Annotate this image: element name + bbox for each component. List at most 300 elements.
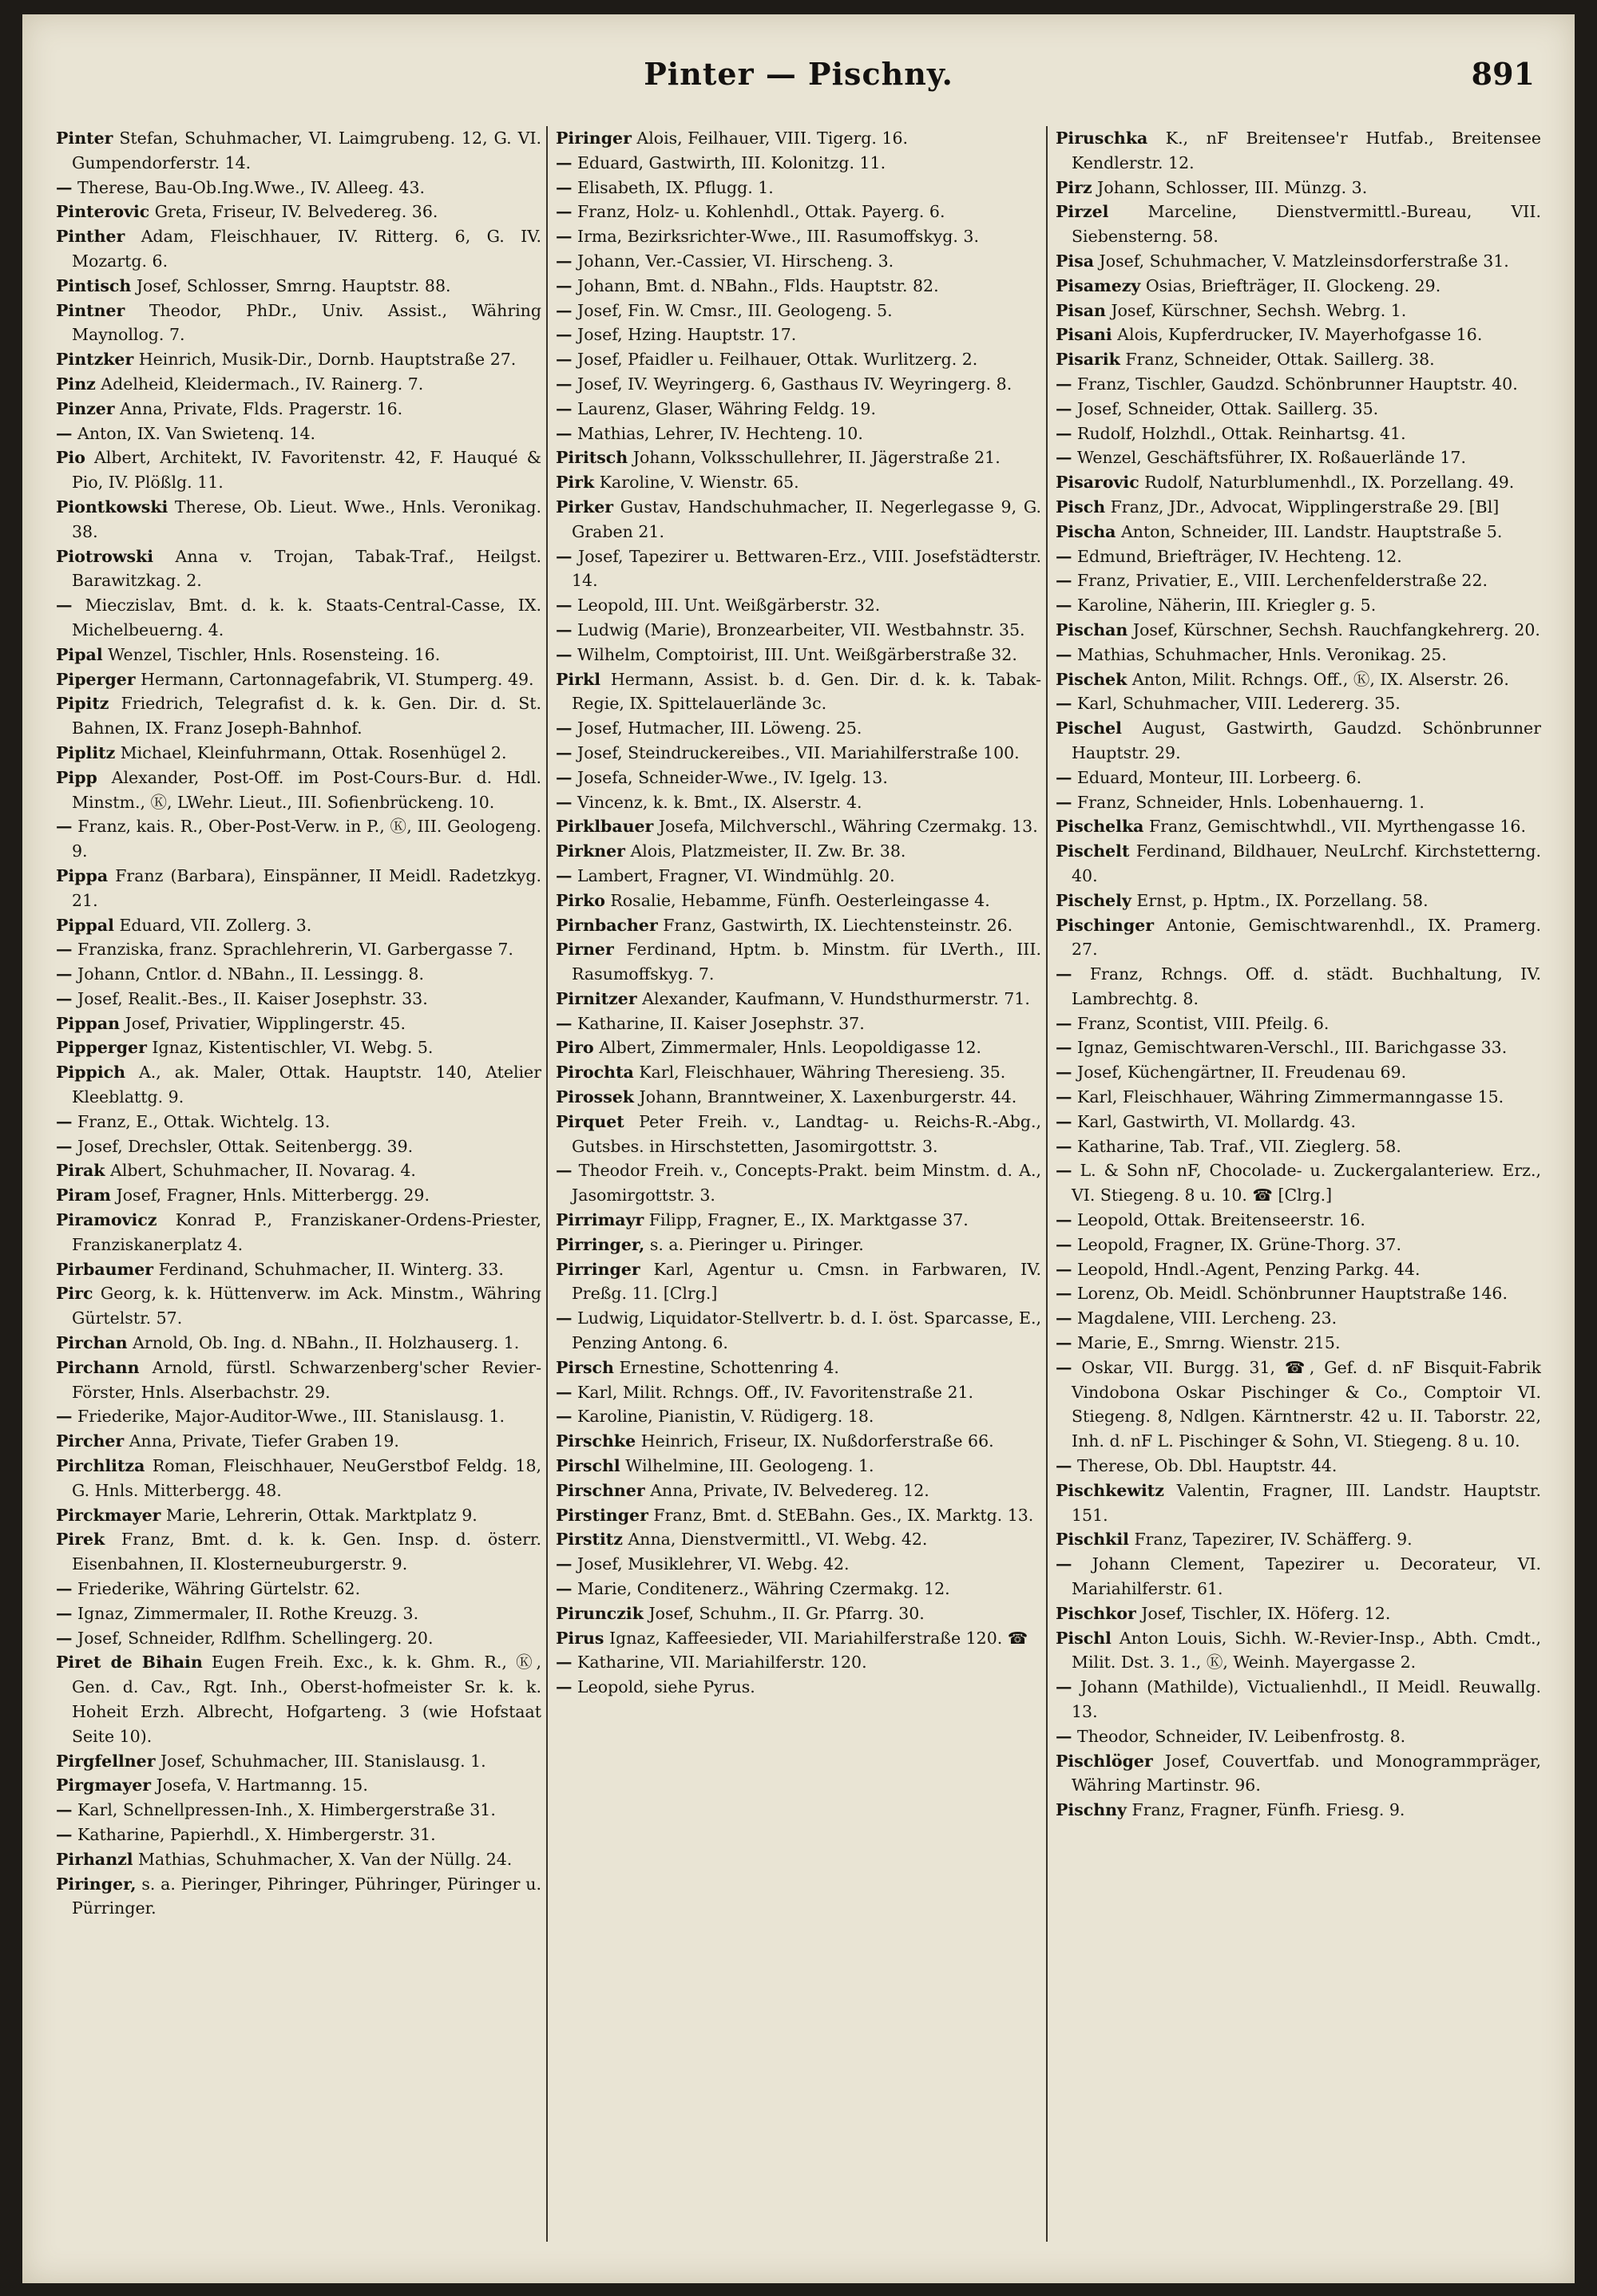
entry-name: Pinz	[56, 374, 96, 394]
entry-details: Josef, Kürschner, Sechsh. Webrg. 1.	[1105, 300, 1407, 320]
directory-entry	[556, 937, 1041, 987]
entry-name: —	[56, 817, 73, 837]
entry-details: Therese, Bau-Ob.Ing.Wwe., IV. Alleeg. 43.	[72, 177, 426, 197]
directory-entry	[56, 1134, 541, 1159]
entry-details: Josef, Steindruckereibes., VII. Mariahilferstraße 100.	[572, 742, 1020, 762]
directory-entry	[56, 987, 541, 1011]
entry-name: —	[1056, 644, 1072, 664]
entry-details: Ludwig, Liquidator-Stellvertr. b. d. I. öst. Sparcasse, E., Penzing Antong. 6.	[572, 1308, 1041, 1353]
entry-details: Karl, Fleischhauer, Währing Theresieng. 35.	[633, 1063, 1006, 1083]
entry-name: Pischkor	[1056, 1603, 1136, 1623]
directory-entry	[1056, 790, 1541, 815]
directory-entry	[56, 1773, 541, 1798]
entry-details: Ignaz, Kistentischler, VI. Webg. 5.	[146, 1038, 434, 1058]
entry-name: —	[1056, 1308, 1072, 1328]
entry-details: Alois, Feilhauer, VIII. Tigerg. 16.	[631, 129, 909, 148]
directory-entry	[56, 299, 541, 348]
directory-entry	[56, 200, 541, 224]
entry-details: L. & Sohn nF, Chocolade- u. Zuckergalanteriew. Erz., VI. Stiegeng. 8 u. 10. ☎ [Clrg.]	[1072, 1161, 1541, 1205]
directory-entry	[1056, 422, 1541, 446]
directory-entry	[56, 1110, 541, 1134]
entry-details: Karl, Gastwirth, VI. Mollardg. 43.	[1072, 1111, 1356, 1131]
entry-details: K., nF Breitensee'r Hutfab., Breitensee Kendlerstr. 12.	[1072, 129, 1541, 172]
directory-entry	[1056, 1356, 1541, 1454]
directory-entry	[56, 1158, 541, 1183]
entry-details: Mathias, Schuhmacher, Hnls. Veronikag. 25.	[1072, 644, 1447, 664]
entry-name: Piotrowski	[56, 546, 153, 566]
entry-name: Pipperger	[56, 1038, 147, 1058]
directory-entry	[1056, 766, 1541, 790]
entry-details: Konrad P., Franziskaner-Ordens-Priester, Franziskanerplatz 4.	[72, 1210, 541, 1254]
entry-details: Katharine, II. Kaiser Josephstr. 37.	[572, 1013, 865, 1033]
entry-name: Pippan	[56, 1013, 121, 1033]
directory-entry	[1056, 445, 1541, 470]
entry-name: —	[556, 325, 573, 345]
entry-details: Johann, Schlosser, III. Münzg. 3.	[1092, 177, 1368, 197]
entry-details: Franz, JDr., Advocat, Wipplingerstraße 29. [Bl]	[1105, 497, 1500, 517]
directory-entry	[1056, 495, 1541, 520]
entry-details: Rudolf, Naturblumenhdl., IX. Porzellang. 49.	[1139, 473, 1515, 493]
entry-details: Eduard, Gastwirth, III. Kolonitzg. 11.	[572, 152, 886, 172]
entry-name: —	[556, 792, 573, 812]
directory-entry	[556, 864, 1041, 889]
entry-details: Adelheid, Kleidermach., IV. Rainerg. 7.	[95, 374, 424, 394]
directory-entry	[1056, 1257, 1541, 1282]
entry-details: Ernestine, Schottenring 4.	[613, 1357, 839, 1377]
entry-details: Josef, Tapezirer u. Bettwaren-Erz., VIII. Josefstädterstr. 14.	[572, 546, 1041, 591]
entry-name: Pirschke	[556, 1431, 636, 1451]
entry-name: Pippich	[56, 1063, 126, 1083]
directory-entry	[556, 1380, 1041, 1405]
entry-details: Albert, Architekt, IV. Favoritenstr. 42, F. Hauqué & Pio, IV. Plößlg. 11.	[72, 448, 541, 493]
entry-name: Pirklbauer	[556, 817, 654, 837]
directory-entry	[1056, 667, 1541, 692]
entry-details: Josef, Küchengärtner, II. Freudenau 69.	[1072, 1063, 1407, 1083]
directory-entry	[56, 1429, 541, 1454]
entry-details: Heinrich, Friseur, IX. Nußdorferstraße 66.	[636, 1431, 994, 1451]
entry-name: Pintner	[56, 300, 125, 320]
entry-details: Rudolf, Holzhdl., Ottak. Reinhartsg. 41.	[1072, 423, 1406, 443]
entry-name: Piro	[556, 1038, 594, 1058]
entry-details: Franz, Tischler, Gaudzd. Schönbrunner Hauptstr. 40.	[1072, 374, 1518, 394]
directory-entry	[556, 1626, 1041, 1651]
entry-details: Albert, Zimmermaler, Hnls. Leopoldigasse 12.	[593, 1038, 982, 1058]
entry-name: Piontkowski	[56, 497, 168, 517]
entry-details: Ferdinand, Hptm. b. Minstm. für LVerth., III. Rasumoffskyg. 7.	[572, 940, 1041, 984]
entry-name: Pisch	[1056, 497, 1106, 517]
entry-name: —	[1056, 1087, 1072, 1107]
directory-entry	[1056, 1306, 1541, 1331]
directory-entry	[1056, 323, 1541, 347]
directory-entry	[1056, 1527, 1541, 1552]
directory-entry	[56, 224, 541, 274]
directory-entry	[556, 593, 1041, 618]
directory-entry	[1056, 889, 1541, 913]
entry-name: Pischa	[1056, 521, 1116, 541]
directory-entry	[556, 1306, 1041, 1356]
entry-details: Ferdinand, Bildhauer, NeuLrchf. Kirchstetterng. 40.	[1072, 841, 1541, 885]
directory-entry	[556, 1257, 1041, 1307]
entry-details: Johann Clement, Tapezirer u. Decorateur, VI. Mariahilferstr. 61.	[1072, 1554, 1541, 1599]
directory-entry	[1056, 1134, 1541, 1159]
entry-name: —	[1056, 571, 1072, 591]
entry-name: —	[1056, 1259, 1072, 1279]
entry-name: —	[556, 865, 573, 885]
entry-name: Pirzel	[1056, 202, 1109, 222]
entry-details: Marie, E., Smrng. Wienstr. 215.	[1072, 1333, 1341, 1353]
directory-entry	[556, 274, 1041, 299]
entry-details: Franz, Rchngs. Off. d. städt. Buchhaltung, IV. Lambrechtg. 8.	[1072, 964, 1541, 1008]
entry-details: Johann (Mathilde), Victualienhdl., II Meidl. Reuwallg. 13.	[1072, 1677, 1541, 1721]
entry-details: Franz, Bmt. d. k. k. Gen. Insp. d. österr. Eisenbahnen, II. Klosterneuburgerstr. 9.	[72, 1530, 541, 1574]
directory-entry	[1056, 568, 1541, 593]
entry-details: Adam, Fleischhauer, IV. Ritterg. 6, G. IV. Mozartg. 6.	[72, 227, 541, 271]
entry-details: Friedrich, Telegrafist d. k. k. Gen. Dir. d. St. Bahnen, IX. Franz Joseph-Bahnhof.	[72, 694, 541, 738]
entry-name: —	[556, 1554, 573, 1574]
entry-details: Josef, Schuhmacher, V. Matzleinsdorferstraße 31.	[1094, 251, 1509, 271]
directory-entry	[556, 1527, 1041, 1552]
entry-details: Hermann, Cartonnagefabrik, VI. Stumperg. 49.	[135, 669, 534, 689]
directory-entry	[556, 544, 1041, 594]
entry-details: Franz (Barbara), Einspänner, II Meidl. Radetzkyg. 21.	[72, 865, 541, 910]
directory-entry	[1056, 200, 1541, 249]
directory-entry	[1056, 593, 1541, 618]
entry-name: Pischel	[1056, 718, 1122, 738]
entry-name: —	[1056, 1357, 1072, 1377]
entry-name: —	[556, 546, 573, 566]
entry-name: —	[556, 718, 573, 738]
entry-name: Piramovicz	[56, 1210, 157, 1230]
directory-entry	[1056, 1454, 1541, 1479]
entry-name: —	[556, 620, 573, 639]
entry-name: Pirus	[556, 1628, 604, 1648]
directory-entry	[56, 1749, 541, 1774]
entry-name: Pintisch	[56, 275, 132, 295]
entry-details: Therese, Ob. Lieut. Wwe., Hnls. Veronikag. 38.	[72, 497, 541, 541]
entry-details: Ignaz, Zimmermaler, II. Rothe Kreuzg. 3.	[72, 1603, 419, 1623]
entry-name: —	[56, 1111, 73, 1131]
entry-details: Ernst, p. Hptm., IX. Porzellang. 58.	[1131, 890, 1429, 910]
entry-details: Josef, Schuhmacher, III. Stanislausg. 1.	[155, 1751, 486, 1771]
directory-entry	[56, 667, 541, 692]
entry-name: Pirquet	[556, 1111, 624, 1131]
entry-name: Pischkil	[1056, 1530, 1129, 1550]
column-divider	[546, 126, 548, 2242]
directory-entry	[1056, 1035, 1541, 1060]
entry-name: Pirringer	[556, 1259, 640, 1279]
entry-name: —	[1056, 1456, 1072, 1476]
directory-entry	[1056, 176, 1541, 200]
directory-entry	[56, 1183, 541, 1208]
directory-entry	[56, 864, 541, 913]
entry-name: —	[556, 227, 573, 247]
directory-entry	[556, 1011, 1041, 1036]
entry-details: Therese, Ob. Dbl. Hauptstr. 44.	[1072, 1456, 1337, 1476]
entry-name: Pirsch	[556, 1357, 614, 1377]
directory-entry	[56, 274, 541, 299]
entry-name: —	[1056, 767, 1072, 787]
directory-entry	[556, 1454, 1041, 1479]
directory-entry	[56, 1601, 541, 1626]
page-number: 891	[1471, 56, 1535, 92]
directory-entry	[1056, 470, 1541, 495]
directory-entry	[56, 691, 541, 741]
directory-entry	[56, 1847, 541, 1872]
entry-name: Pisan	[1056, 300, 1106, 320]
directory-entry	[556, 372, 1041, 397]
directory-entry	[1056, 643, 1541, 667]
entry-details: Ludwig (Marie), Bronzearbeiter, VII. Westbahnstr. 35.	[572, 620, 1025, 639]
entry-name: Pinterovic	[56, 202, 150, 222]
entry-name: —	[556, 275, 573, 295]
entry-name: —	[56, 596, 73, 616]
entry-name: —	[1056, 1210, 1072, 1230]
entry-details: Rosalie, Hebamme, Fünfh. Oesterleingasse 4.	[604, 890, 990, 910]
directory-entry	[1056, 913, 1541, 963]
entry-details: Greta, Friseur, IV. Belvedereg. 36.	[149, 202, 438, 222]
directory-entry	[556, 1552, 1041, 1577]
entry-details: Wilhelm, Comptoirist, III. Unt. Weißgärberstraße 32.	[572, 644, 1017, 664]
entry-details: Franz, Gastwirth, IX. Liechtensteinstr. 26.	[657, 915, 1013, 935]
directory-entry	[556, 1208, 1041, 1233]
directory-entry	[1056, 716, 1541, 766]
entry-details: Karoline, V. Wienstr. 65.	[594, 473, 799, 493]
entry-details: Ignaz, Gemischtwaren-Verschl., III. Barichgasse 33.	[1072, 1038, 1508, 1058]
directory-entry	[556, 1233, 1041, 1257]
directory-entry	[56, 397, 541, 422]
entry-name: Pisarik	[1056, 350, 1120, 370]
entry-name: Pirc	[56, 1284, 93, 1304]
entry-name: —	[1056, 398, 1072, 418]
entry-name: —	[556, 1382, 573, 1402]
entry-name: —	[1056, 1284, 1072, 1304]
entry-details: Josef, Schlosser, Smrng. Hauptstr. 88.	[131, 275, 451, 295]
directory-entry	[56, 1257, 541, 1282]
entry-name: —	[556, 742, 573, 762]
entry-details: Stefan, Schuhmacher, VI. Laimgrubeng. 12, G. VI. Gumpendorferstr. 14.	[72, 129, 541, 172]
directory-entry	[1056, 372, 1541, 397]
entry-details: Katharine, Papierhdl., X. Himbergerstr. 31.	[72, 1824, 436, 1844]
entry-details: Marceline, Dienstvermittl.-Bureau, VII. Siebensterng. 58.	[1072, 202, 1541, 247]
entry-name: —	[556, 1013, 573, 1033]
entry-details: Georg, k. k. Hüttenverw. im Ack. Minstm., Währing Gürtelstr. 57.	[72, 1284, 541, 1328]
directory-entry	[556, 643, 1041, 667]
directory-entry	[1056, 1749, 1541, 1799]
entry-details: Anton, Schneider, III. Landstr. Hauptstraße 5.	[1116, 521, 1503, 541]
entry-details: Wenzel, Geschäftsführer, IX. Roßauerlände 17.	[1072, 448, 1466, 468]
entry-name: Pirkl	[556, 669, 600, 689]
entry-name: Pirschner	[556, 1480, 645, 1500]
directory-entry	[556, 1601, 1041, 1626]
directory-entry	[556, 716, 1041, 741]
directory-entry	[56, 1872, 541, 1922]
directory-entry	[56, 643, 541, 667]
entry-name: —	[56, 1136, 73, 1156]
directory-entry	[1056, 299, 1541, 323]
entry-name: —	[1056, 1161, 1072, 1181]
directory-entry	[556, 987, 1041, 1011]
entry-name: Pirner	[556, 940, 614, 960]
entry-name: Pisarovic	[1056, 473, 1139, 493]
entry-name: Pischlöger	[1056, 1751, 1153, 1771]
entry-name: Pirbaumer	[56, 1259, 154, 1279]
directory-entry	[56, 1798, 541, 1823]
entry-name: —	[556, 596, 573, 616]
entry-details: Johann, Ver.-Cassier, VI. Hirscheng. 3.	[572, 251, 894, 271]
entry-name: —	[1056, 546, 1072, 566]
entry-name: —	[56, 1579, 73, 1599]
entry-name: —	[56, 1407, 73, 1427]
directory-entry	[56, 766, 541, 815]
entry-details: Osias, Briefträger, II. Glockeng. 29.	[1140, 275, 1441, 295]
entry-name: —	[1056, 374, 1072, 394]
directory-entry	[1056, 1011, 1541, 1036]
entry-details: Friederike, Währing Gürtelstr. 62.	[72, 1579, 361, 1599]
directory-entry	[56, 1356, 541, 1405]
entry-details: Josef, Musiklehrer, VI. Webg. 42.	[572, 1554, 850, 1574]
entry-name: Pirstitz	[556, 1530, 623, 1550]
directory-entry	[556, 397, 1041, 422]
entry-details: Peter Freih. v., Landtag- u. Reichs-R.-Abg., Gutsbes. in Hirschstetten, Jasomirgottstr. 3.	[572, 1111, 1041, 1156]
entry-name: —	[556, 423, 573, 443]
entry-name: Pischan	[1056, 620, 1128, 639]
entry-details: Theodor Freih. v., Concepts-Prakt. beim Minstm. d. A., Jasomirgottstr. 3.	[572, 1161, 1041, 1205]
directory-entry	[56, 1404, 541, 1429]
entry-name: —	[1056, 1038, 1072, 1058]
directory-entry	[1056, 1331, 1541, 1356]
entry-name: Pippal	[56, 915, 114, 935]
entry-details: Josef, Fragner, Hnls. Mitterbergg. 29.	[110, 1186, 430, 1205]
directory-page	[22, 14, 1575, 2283]
entry-details: Leopold, Hndl.-Agent, Penzing Parkg. 44.	[1072, 1259, 1421, 1279]
directory-entry	[556, 347, 1041, 372]
entry-details: Magdalene, VIII. Lercheng. 23.	[1072, 1308, 1337, 1328]
directory-entry	[556, 495, 1041, 544]
entry-name: Pirek	[56, 1530, 105, 1550]
entry-details: Mathias, Lehrer, IV. Hechteng. 10.	[572, 423, 863, 443]
directory-entry	[1056, 249, 1541, 274]
directory-entry	[1056, 814, 1541, 839]
entry-name: —	[556, 1653, 573, 1673]
entry-name: —	[556, 202, 573, 222]
entry-details: Franz, Privatier, E., VIII. Lerchenfelderstraße 22.	[1072, 571, 1488, 591]
entry-name: Pirkner	[556, 841, 625, 861]
running-title: Pinter — Pischny.	[644, 56, 953, 92]
entry-details: Josefa, Milchverschl., Währing Czermakg. 13.	[653, 817, 1038, 837]
entry-name: Pischely	[1056, 890, 1131, 910]
entry-details: Anna, Dienstvermittl., VI. Webg. 42.	[622, 1530, 928, 1550]
directory-entry	[56, 1281, 541, 1331]
directory-entry	[1056, 544, 1541, 569]
entry-name: Pirk	[556, 473, 595, 493]
entry-name: —	[556, 152, 573, 172]
directory-entry	[556, 1060, 1041, 1085]
entry-details: Hermann, Assist. b. d. Gen. Dir. d. k. k. Tabak-Regie, IX. Spittelauerlände 3c.	[572, 669, 1041, 714]
directory-entry	[556, 1429, 1041, 1454]
entry-details: Roman, Fleischhauer, NeuGerstbof Feldg. 18, G. Hnls. Mitterbergg. 48.	[72, 1456, 541, 1500]
entry-details: Franz, E., Ottak. Wichtelg. 13.	[72, 1111, 331, 1131]
entry-details: Katharine, VII. Mariahilferstr. 120.	[572, 1653, 867, 1673]
entry-details: Theodor, Schneider, IV. Leibenfrostg. 8.	[1072, 1726, 1406, 1746]
directory-entry	[556, 790, 1041, 815]
entry-details: Anton Louis, Sichh. W.-Revier-Insp., Abth. Cmdt., Milit. Dst. 3. 1., Ⓚ, Weinh. Mayergasse 2.	[1072, 1628, 1541, 1673]
entry-details: Anton, Milit. Rchngs. Off., Ⓚ, IX. Alserstr. 26.	[1127, 669, 1509, 689]
entry-name: —	[56, 1628, 73, 1648]
entry-details: Karl, Schuhmacher, VIII. Ledererg. 35.	[1072, 694, 1401, 714]
entry-name: Piplitz	[56, 742, 116, 762]
directory-entry	[556, 249, 1041, 274]
entry-name: —	[556, 1407, 573, 1427]
entry-name: Pirker	[556, 497, 614, 517]
entry-details: Leopold, Fragner, IX. Grüne-Thorg. 37.	[1072, 1234, 1401, 1254]
entry-details: Edmund, Briefträger, IV. Hechteng. 12.	[1072, 546, 1402, 566]
directory-entry	[56, 1011, 541, 1036]
entry-name: Pintzker	[56, 350, 134, 370]
entry-details: Arnold, Ob. Ing. d. NBahn., II. Holzhauserg. 1.	[127, 1333, 520, 1353]
directory-entry	[1056, 126, 1541, 176]
entry-details: Arnold, fürstl. Schwarzenberg'scher Revier-Förster, Hnls. Alserbachstr. 29.	[72, 1357, 541, 1402]
entry-details: Franziska, franz. Sprachlehrerin, VI. Garbergasse 7.	[72, 940, 513, 960]
entry-details: Michael, Kleinfuhrmann, Ottak. Rosenhügel 2.	[115, 742, 507, 762]
entry-name: —	[556, 350, 573, 370]
entry-name: Pisa	[1056, 251, 1095, 271]
entry-details: Franz, Fragner, Fünfh. Friesg. 9.	[1126, 1800, 1405, 1820]
directory-entry	[556, 445, 1041, 470]
entry-name: —	[556, 1308, 573, 1328]
directory-entry	[556, 1085, 1041, 1110]
entry-details: Franz, Schneider, Ottak. Saillerg. 38.	[1119, 350, 1435, 370]
entry-details: Mieczislav, Bmt. d. k. k. Staats-Central-Casse, IX. Michelbeuerng. 4.	[72, 596, 541, 639]
directory-entry	[56, 593, 541, 643]
directory-entry	[56, 1331, 541, 1356]
entry-details: Josef, Hutmacher, III. Löweng. 25.	[572, 718, 862, 738]
directory-entry	[56, 176, 541, 200]
entry-name: Piram	[56, 1186, 111, 1205]
entry-name: Pinter	[56, 129, 113, 148]
entry-details: Josef, Tischler, IX. Höferg. 12.	[1135, 1603, 1391, 1623]
entry-details: Anna, Private, IV. Belvedereg. 12.	[644, 1480, 929, 1500]
entry-name: Pirschl	[556, 1456, 620, 1476]
entry-name: Pirnbacher	[556, 915, 658, 935]
directory-entry	[1056, 1060, 1541, 1085]
entry-name: —	[1056, 792, 1072, 812]
entry-details: Leopold, siehe Pyrus.	[572, 1677, 755, 1697]
entry-details: Filipp, Fragner, E., IX. Marktgasse 37.	[644, 1210, 969, 1230]
directory-entry	[1056, 1552, 1541, 1601]
entry-name: Pipal	[56, 644, 103, 664]
entry-name: Pirnitzer	[556, 988, 637, 1008]
directory-entry	[56, 445, 541, 495]
directory-entry	[56, 347, 541, 372]
entry-name: —	[1056, 1063, 1072, 1083]
entry-name: Pipp	[56, 767, 97, 787]
directory-entry	[556, 618, 1041, 643]
directory-entry	[556, 766, 1041, 790]
entry-details: August, Gastwirth, Gaudzd. Schönbrunner Hauptstr. 29.	[1072, 718, 1541, 762]
entry-name: —	[556, 767, 573, 787]
entry-details: Karoline, Näherin, III. Kriegler g. 5.	[1072, 596, 1377, 616]
entry-details: Katharine, Tab. Traf., VII. Zieglerg. 58.	[1072, 1136, 1401, 1156]
entry-name: Pirgmayer	[56, 1775, 152, 1795]
page-header	[22, 56, 1575, 112]
directory-entry	[56, 1527, 541, 1577]
entry-details: A., ak. Maler, Ottak. Hauptstr. 140, Atelier Kleeblattg. 9.	[72, 1063, 541, 1107]
directory-entry	[56, 422, 541, 446]
entry-details: Franz, Bmt. d. StEBahn. Ges., IX. Marktg. 13.	[648, 1505, 1034, 1525]
directory-entry	[1056, 397, 1541, 422]
entry-name: —	[1056, 448, 1072, 468]
entry-name: Pirchlitza	[56, 1456, 145, 1476]
